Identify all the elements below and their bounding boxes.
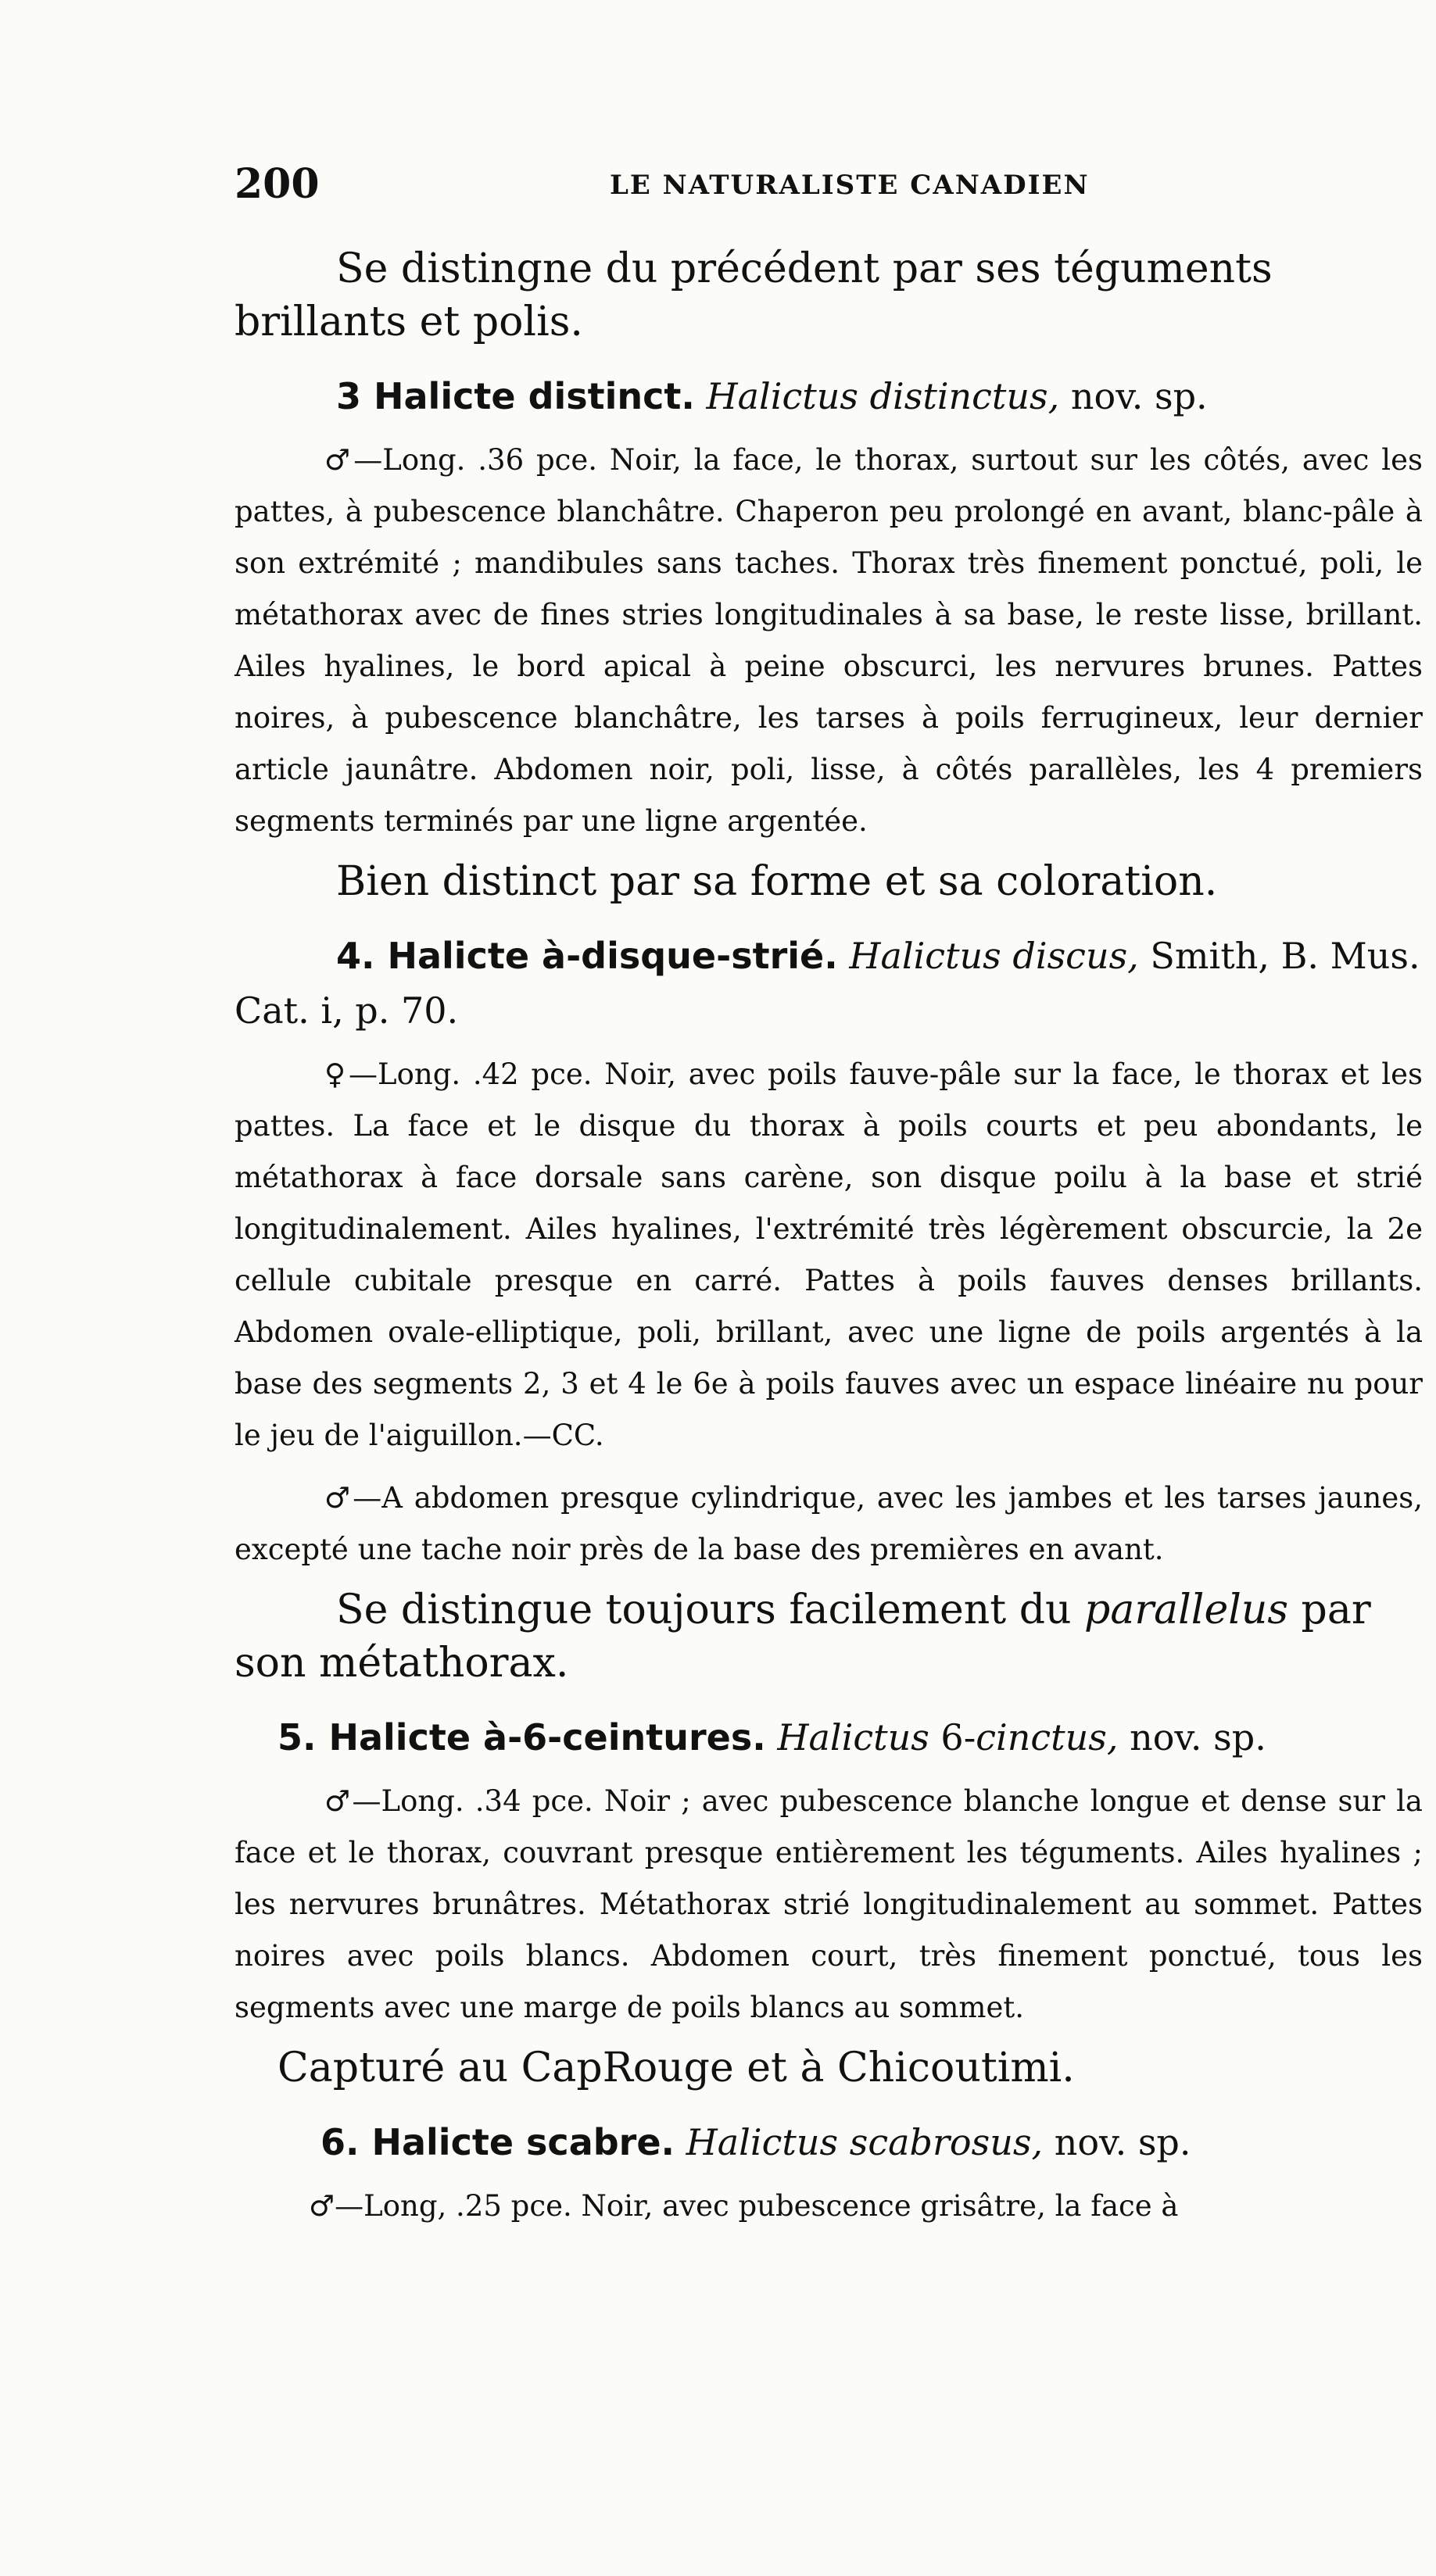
species-remark-4-latin: parallelus — [1084, 1587, 1289, 1633]
species-heading-6-rest: nov. sp. — [1054, 2121, 1191, 2163]
species-heading-5-name: 5. Halicte à-6-ceintures. — [278, 1716, 766, 1758]
species-heading-4-rest: Smith, B. Mus. Cat. i, p. 70. — [235, 935, 1420, 1032]
species-description-6-text: —Long, .25 pce. Noir, avec pubescence grisâtre, la face à — [335, 2189, 1179, 2223]
species-heading-3-latin: Halictus distinctus, — [706, 375, 1060, 417]
species-remark-4-text-a: Se distingue toujours facilement du — [336, 1587, 1085, 1633]
species-description-4-text: —Long. .42 pce. Noir, avec poils fauve-pâle sur la face, le thorax et les pattes. La face et le disque du thorax à poils courts et peu abondants, le métathorax à face dorsale sans carène, son disque poilu à la base et strié longitudinalement. Ailes hyalines, l'extrémité très légèrement obscurcie, la 2e cellule cubitale presque en carré. Pattes à poils fauves denses brillants. Abdomen ovale-elliptique, poli, brillant, avec une ligne de poils argentés à la base des segments 2, 3 et 4 le 6e à poils fauves avec un espace linéaire nu pour le jeu de l'aiguillon.—CC. — [235, 1057, 1423, 1452]
species-remark-3 — [235, 855, 1423, 908]
female-symbol-icon: ♀ — [324, 1057, 349, 1091]
male-symbol-icon: ♂ — [324, 1481, 353, 1515]
species-remark-3-text: Bien distinct par sa forme et sa coloration. — [336, 858, 1218, 905]
paragraph-intro-text: Se distingne du précédent par ses téguments brillants et polis. — [235, 245, 1273, 345]
paragraph-intro — [235, 242, 1423, 349]
species-description-3 — [235, 435, 1423, 847]
species-remark-4-text-b: par son métathorax. — [235, 1587, 1371, 1687]
species-heading-6 — [235, 2115, 1423, 2170]
species-description-6 — [235, 2181, 1423, 2232]
species-heading-6-name: 6. Halicte scabre. — [321, 2121, 675, 2163]
species-heading-4-latin: Halictus discus, — [849, 935, 1139, 977]
species-heading-5 — [235, 1710, 1423, 1765]
species-heading-3-name: 3 Halicte distinct. — [336, 375, 695, 417]
page-header — [235, 160, 1407, 207]
male-symbol-icon: ♂ — [324, 443, 354, 477]
running-title: LE NATURALISTE CANADIEN — [610, 170, 1090, 201]
species-heading-5-rest: nov. sp. — [1130, 1716, 1266, 1758]
species-description-4-male-text: —A abdomen presque cylindrique, avec les jambes et les tarses jaunes, excepté une tache noir près de la base des premières en avant. — [235, 1481, 1423, 1566]
species-heading-3-rest: nov. sp. — [1070, 375, 1208, 417]
species-remark-5 — [235, 2041, 1423, 2095]
species-description-5-text: —Long. .34 pce. Noir ; avec pubescence blanche longue et dense sur la face et le thorax, couvrant presque entièrement les téguments. Ailes hyalines ; les nervures brunâtres. Métathorax strié longitudinalement au sommet. Pattes noires avec poils blancs. Abdomen court, très finement ponctué, tous les segments avec une marge de poils blancs au sommet. — [235, 1784, 1423, 2024]
species-description-4 — [235, 1049, 1423, 1462]
species-heading-4 — [235, 928, 1423, 1038]
species-heading-4-name: 4. Halicte à-disque-strié. — [336, 935, 838, 977]
species-description-4-male — [235, 1472, 1423, 1576]
species-heading-5-mid: 6- — [929, 1716, 976, 1758]
species-remark-4 — [235, 1583, 1423, 1690]
species-heading-6-latin: Halictus scabrosus, — [686, 2121, 1044, 2163]
species-heading-5-latin: Halictus — [777, 1716, 929, 1758]
page-number: 200 — [235, 160, 320, 208]
species-heading-5-latin-2: cinctus, — [976, 1716, 1119, 1758]
species-remark-5-text: Capturé au CapRouge et à Chicoutimi. — [278, 2045, 1075, 2091]
species-heading-3 — [235, 369, 1423, 424]
male-symbol-icon: ♂ — [309, 2189, 335, 2223]
species-description-3-text: —Long. .36 pce. Noir, la face, le thorax, surtout sur les côtés, avec les pattes, à pubescence blanchâtre. Chaperon peu prolongé en avant, blanc-pâle à son extrémité ; mandibules sans taches. Thorax très finement ponctué, poli, le métathorax avec de fines stries longitudinales à sa base, le reste lisse, brillant. Ailes hyalines, le bord apical à peine obscurci, les nervures brunes. Pattes noires, à pubescence blanchâtre, les tarses à poils ferrugineux, leur dernier article jaunâtre. Abdomen noir, poli, lisse, à côtés parallèles, les 4 premiers segments terminés par une ligne argentée. — [235, 443, 1423, 838]
species-description-5 — [235, 1776, 1423, 2034]
male-symbol-icon: ♂ — [324, 1784, 353, 1818]
page-body — [235, 234, 1423, 2232]
